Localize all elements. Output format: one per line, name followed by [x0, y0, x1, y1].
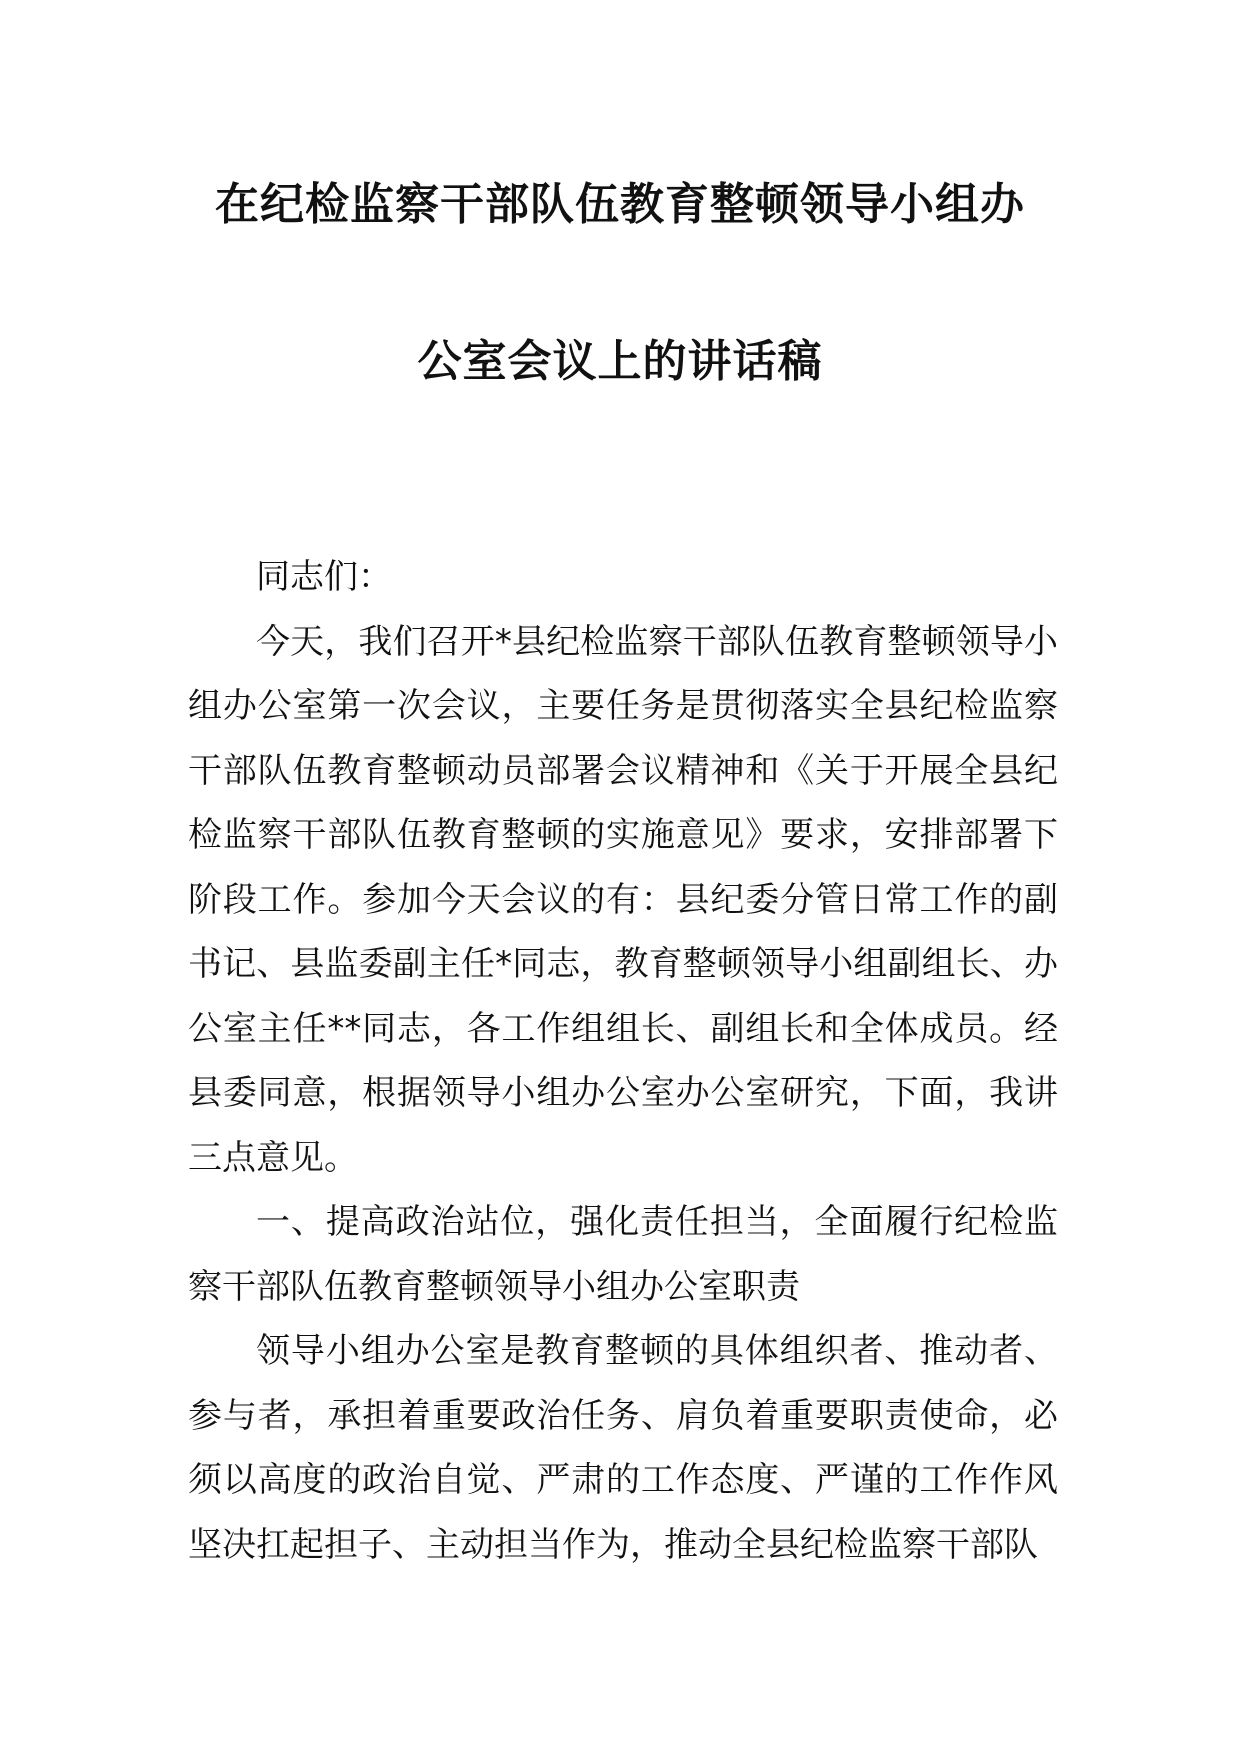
document-title-line-2: 公室会议上的讲话稿 [417, 336, 823, 387]
salutation-paragraph: 同志们： [256, 557, 392, 597]
intro-paragraph: 今天，我们召开*县纪检监察干部队伍教育整顿领导小组办公室第一次会议，主要任务是贯彻落实全县纪检监察干部队伍教育整顿动员部署会议精神和《关于开展全县纪检监察干部队伍教育整顿的实施意见》要求，安排部署下阶段工作。参加今天会议的有：县纪委分管日常工作的副书记、县监委副主任*同志，教育整顿领导小组副组长、办公室主任**同志，各工作组组长、副组长和全体成员。经县委同意，根据领导小组办公室办公室研究，下面，我讲三点意见。 [188, 621, 1058, 1178]
body-paragraph: 领导小组办公室是教育整顿的具体组织者、推动者、参与者，承担着重要政治任务、肩负着重要职责使命，必须以高度的政治自觉、严肃的工作态度、严谨的工作作风坚决扛起担子、主动担当作为，推动全县纪检监察干部队 [188, 1331, 1058, 1565]
document-body [188, 545, 1058, 1577]
section-heading-1: 一、提高政治站位，强化责任担当，全面履行纪检监察干部队伍教育整顿领导小组办公室职责 [188, 1202, 1058, 1307]
document-title-line-1: 在纪检监察干部队伍教育整顿领导小组办 [215, 179, 1025, 230]
